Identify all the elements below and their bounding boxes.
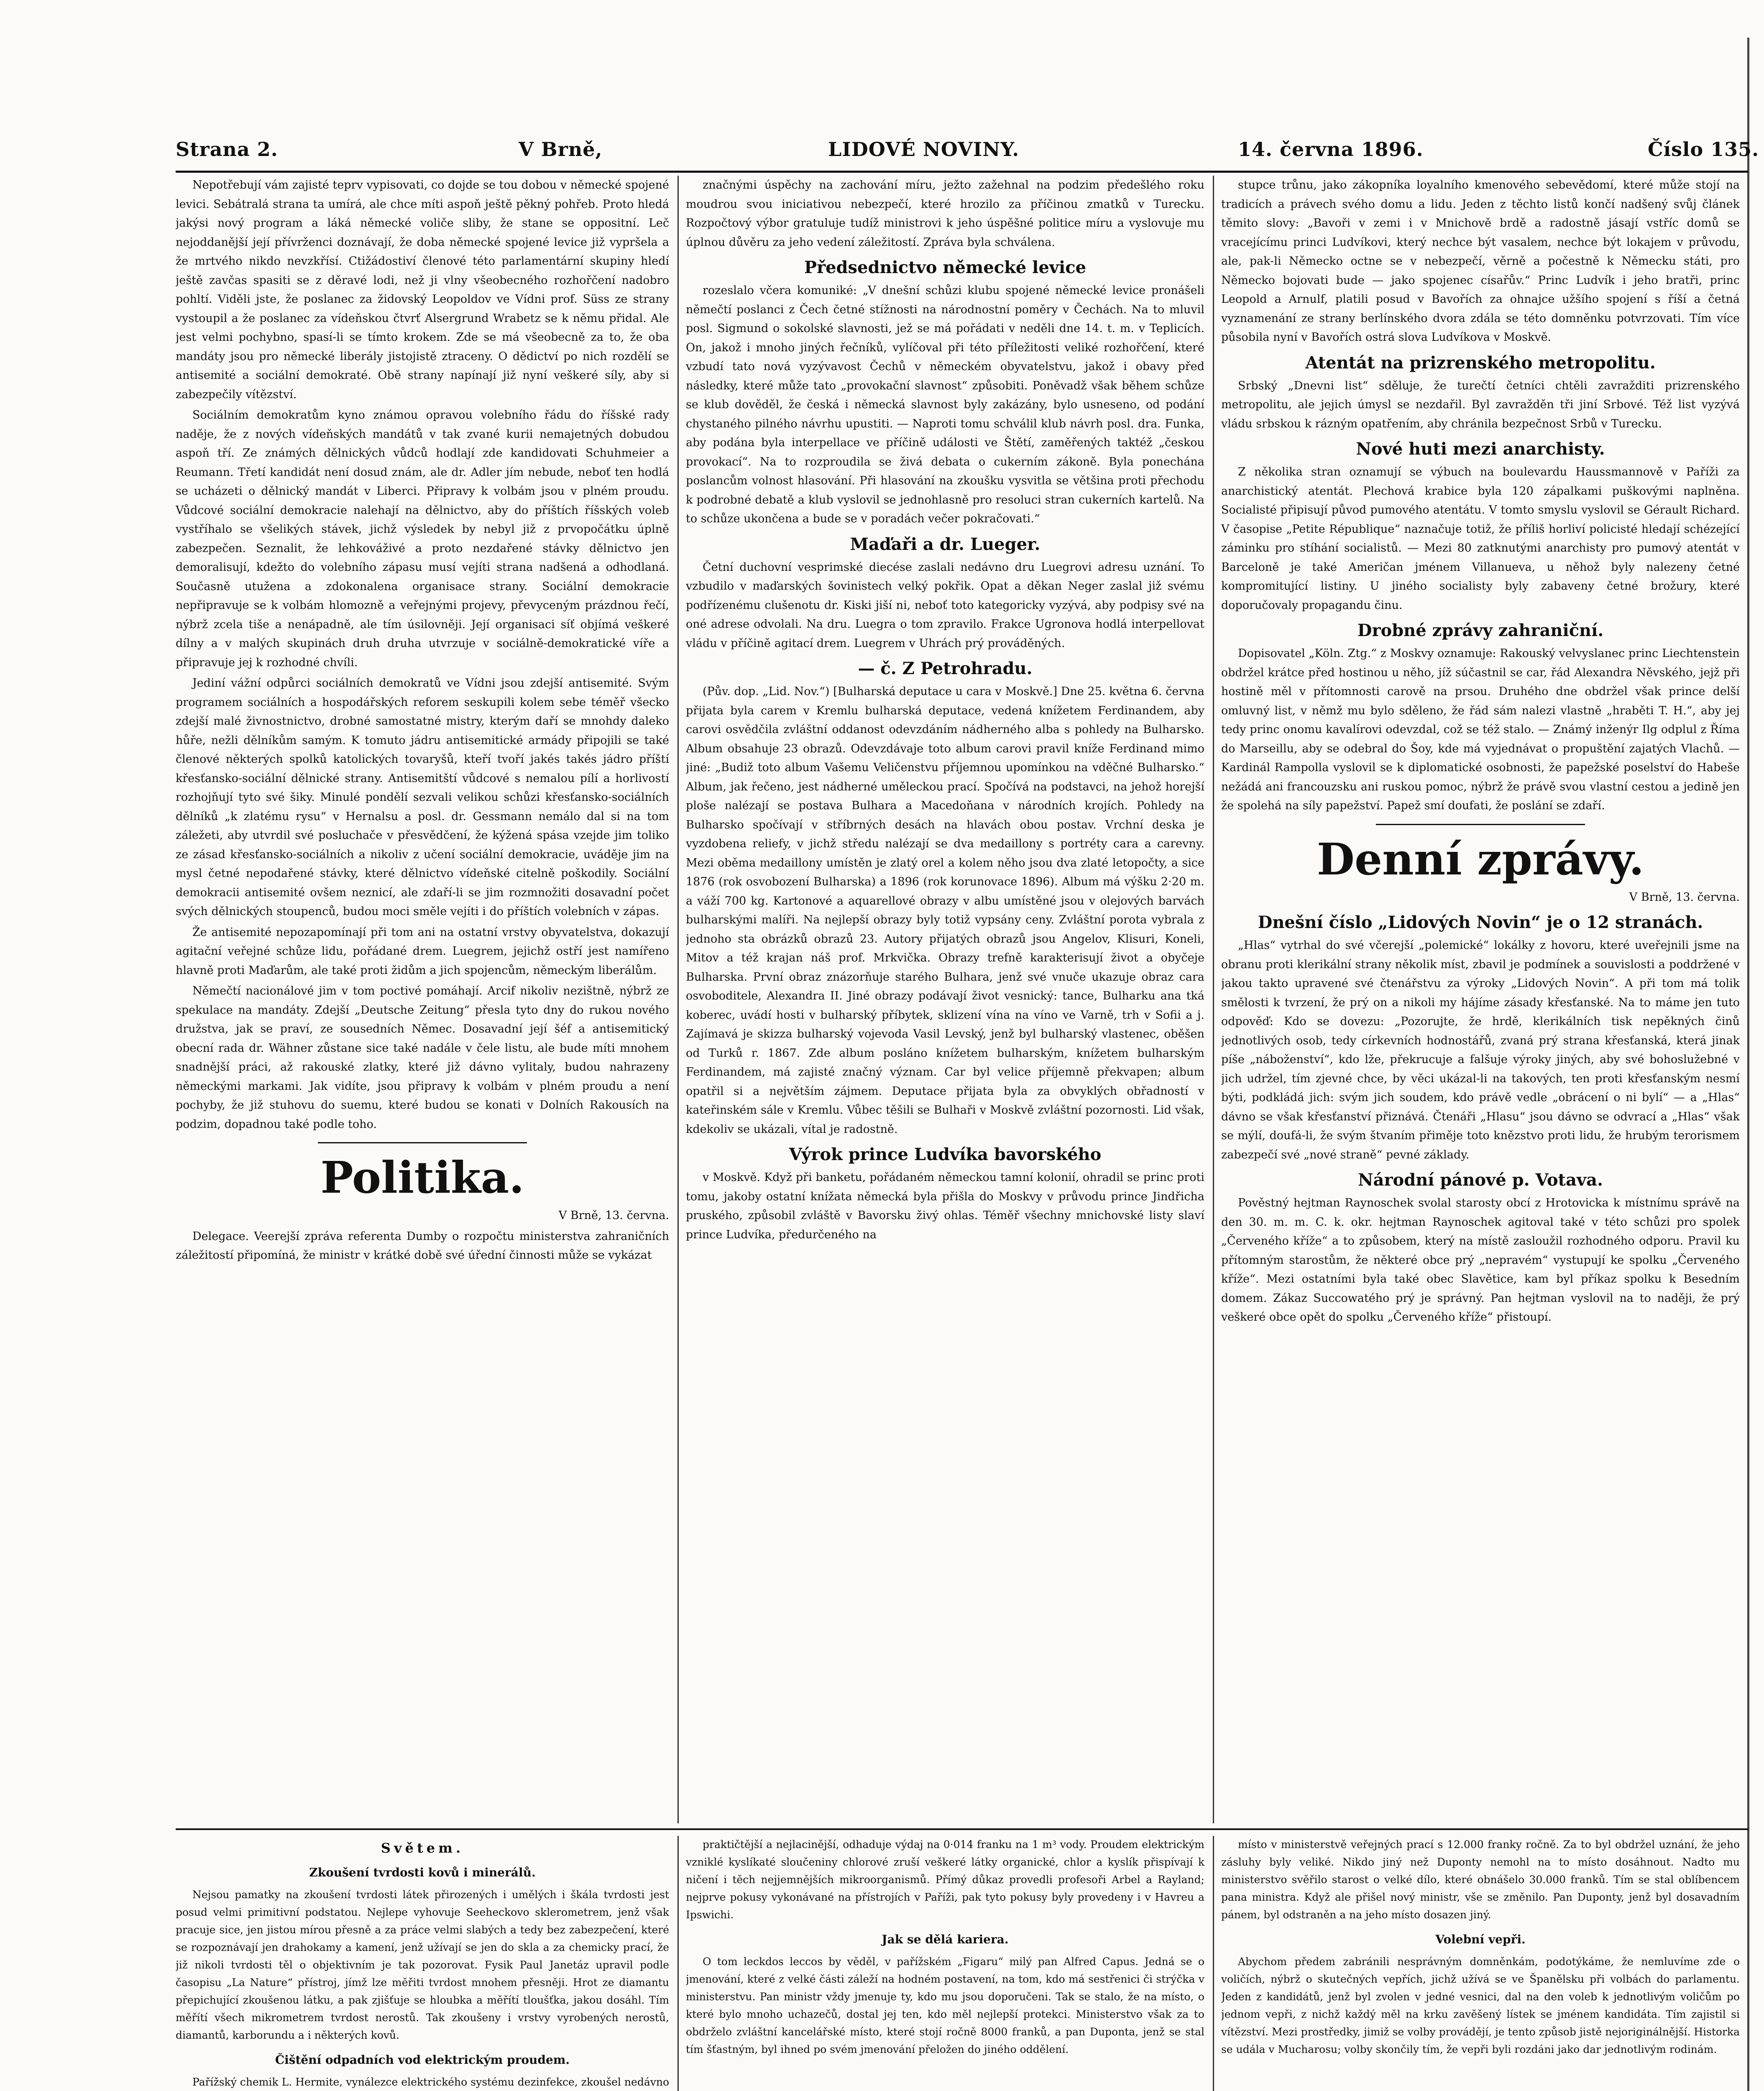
column-rule [677, 1836, 679, 2091]
issue-number: Číslo 135. [1648, 138, 1759, 161]
article-paragraph: Nejsou pamatky na zkoušení tvrdosti látek přirozených i umělých i škála tvrdosti jest posud velmi primitivní podstatou. Nejlepe vyhovuje Seeheckovo sklerometrem, jenž však pracuje sice, jen jistou mírou přesně a za práce velmi slabých a tedy bez zabezpečení, které se rozpoznávají jen drahokamy a kamení, jenž užívají se jen do skla a za chemicky prací, že již nikoli tvrdosti těl o objektivním je tak pozorovat. Fysik Paul Janetáz upravil podle časopisu „La Nature“ přístroj, jímž lze měřiti tvrdost mnohem přesněji. Hrot ze diamantu přepichující zkoušenou látku, a pak zjišťuje se hloubka a měřítí tloušťka, jakou dosáhl. Tím měřítí všech mikrometrem tvrdost nerostů. Tak zkoušeny i vrstvy vyrobených nerostů, diamantů, karborundu a i některých kovů. [176, 1889, 669, 2041]
section-heading-politika: Politika. [320, 1152, 524, 1203]
article-paragraph: Němečtí nacionálové jim v tom poctivé pomáhají. Arcif nikoliv nezištně, nýbrž ze spekulace na mandáty. Zdejší „Deutsche Zeitung“ přesla tyto dny do rukou nového družstva, jak se praví, ze sousedních Němec. Dosavadní její šéf a antisemitický obecní rada dr. Wähner zůstane sice také nadále v čele listu, ale bude míti mnohem snadnější práci, až rakouské zlatky, které již dávno vylitaly, budou nahrazeny německými markami. Jak vidíte, jsou připravy k volbám v plném proudu a není pochyby, že již stuhovu do suemu, které budou se konati v Dolních Rakousích na podzim, dopadnou také podle toho. [176, 984, 669, 1131]
article-paragraph: Z několika stran oznamují se výbuch na boulevardu Haussmannově v Paříži za anarchistický atentát. Plechová krabice byla 120 zápalkami puškovými naplněna. Socialisté připisují původ pumového atentátu. V tomto smyslu vyslovil se Gérault Richard. V časopise „Petite République“ naznačuje totiž, že příliš horliví policisté hledají schézející záminku pro stíhání socialistů. — Mezi 80 zatknutými anarchisty pro pumový atentát v Barceloně je také Američan jménem Villanueva, u něhož byly nalezeny četné kompromitující listiny. U jiného socialisty byly zabaveny četné brožury, které doporučovaly propagandu činu. [1221, 465, 1740, 612]
article-paragraph: O tom leckdos leccos by věděl, v pařížském „Figaru“ milý pan Alfred Capus. Jedná se o jmenování, které z velké části záleží na hodném postavení, na tom, kdo má sestřenici či strýčka v ministerstvu. Pan ministr vždy jmenuje ty, kdo mu jsou doporučeni. Tak se stalo, že na místo, o které bylo mnoho uchazečů, dostal jej ten, kdo měl nejlepší protekci. Ministerstvo však za to obdrželo zvláštní kancelářské místo, které stojí ročně 8000 franků, a pan Duponta, jenž se stal tím šťastným, byl ihned po svém jmenování přeložen do jiného oddělení. [686, 1956, 1204, 2055]
svetem-column-1 [176, 1836, 669, 2091]
header-rule [176, 171, 1748, 173]
article-title: Maďaři a dr. Lueger. [850, 534, 1041, 554]
article-title: Národní pánové p. Votava. [1358, 1170, 1603, 1190]
page-number: Strana 2. [176, 138, 278, 161]
section-heading-denni-zpravy: Denní zprávy. [1317, 833, 1644, 885]
article-paragraph: „Hlas“ vytrhal do své včerejší „polemické“ lokálky z hovoru, které uveřejnili jsme na obranu proti klerikální strany několik míst, zbavil je podmínek a souvislosti a poddržené v jakou takto upravené své čtenářstvu za výroky „Lidových Novin“. A při tom má tolik smělosti k tvrzení, že prý on a nikoli my hájíme zásady křesťanské. Na to máme jen tuto odpověď: Kdo se dovezu: „Pozorujte, že hrdě, klerikálních tisk nepěkných činů jednotlivých osob, tedy církevních hodnostářů, zvaná prý strana křesťanská, která jinak píše „náboženství“, kdo lže, překrucuje a falšuje výroky jiných, aby své bohoslužebné v jich udržel, tím zjevné chce, by věci ukázal-li na takových, ten proti křesťanským nesmí býti, podkládá jich: svým jich soudem, kdo právě vedle „obrácení o ni bylí“ — a „Hlas“ dávno se však křesťanství přiznává. Čtenáři „Hlasu“ jsou dávno se odvrací a „Hlas“ však se mýlí, doufá-li, že svým štvaním přiměje toto knězstvo proti lidu, že hrubým terorismem zabezpečí své „nové straně“ pevné základy. [1221, 939, 1740, 1161]
article-paragraph: praktičtější a nejlacinější, odhaduje výdaj na 0·014 franku na 1 m³ vody. Proudem elektrickým vzniklé kyslíkaté sloučeniny chlorové zruší veškeré látky organické, chlor a kyslík přispívají k ničení i těch nejjemnějších mikroorganismů. Přímý důkaz provedli profesoři Arbel a Rayland; nejprve pokusy vykonávané na přístrojích v Paříži, pak tyto pokusy byly provedeny i v Havreu a Ipswichi. [686, 1838, 1204, 1921]
article-paragraph: stupce trůnu, jako zákopníka loyalního kmenového sebevědomí, které může stojí na tradicích a právech svého domu a lidu. Jeden z těchto listů končí nadšený svůj článek těmito slovy: „Bavoři v zemi i v Mnichově brdě a radostně jásají vstříc domů se vracejícímu princi Ludvíkovi, který nechce být vasalem, nechce být lokajem v průvodu, ale, pak-li Německo octne se v nebezpečí, věrně a počestně k Německu státi, pro Německo bojovati bude — jako spojenec císařův.“ Princ Ludvík i jeho bratři, princ Leopold a Arnulf, platili posud v Bavořích za ohnajce užšího spojení s říší a četná vyznamenání ze strany berlínského dvora zdála se této domněnku potvrzovati. Tím více působila nyní v Bavořích ostrá slova Ludvíkova v Moskvě. [1221, 179, 1740, 344]
section-dateline: V Brně, 13. června. [558, 1209, 669, 1222]
article-paragraph: Abychom předem zabránili nesprávným domněnkám, podotýkáme, že nemluvíme zde o voličích, nýbrž o skutečných vepřích, jichž užívá se ve Španělsku při volbách do parlamentu. Jeden z kandidátů, jenž byl zvolen v jedné vesnici, dal na den voleb k jednotlivým voličům po jednom vepři, z nichž každý měl na krku zavěšený lístek se jménem kandidáta. Tím zajistil si vítězství. Mezi prostředky, jimiž se volby provádějí, je tento způsob jistě nejoriginálnější. Historka se udála v Mucharosu; volby skončily tím, že vepři byli rozdáni jako dar jednotlivým rodinám. [1221, 1956, 1740, 2055]
column-rule [1213, 1836, 1214, 2091]
article-paragraph: Jediní vážní odpůrci sociálních demokratů ve Vídni jsou zdejší antisemité. Svým programem sociálních a hospodářských reforem seskupili kolem sebe téměř všecko zdejší malé živnostnictvo, drobné samostatné mistry, kterým daří se mnohdy daleko hůře, nežli dělníkům samým. K tomuto jádru antisemitické armády připojili se také členové některých spolků katolických tovaryšů, kteří tvoří jakés takés jádro příští křesťansko-sociální dělnické strany. Antisemitští vůdcové s nemalou pílí a horlivostí rozhojňují tyto své šiky. Minulé pondělí sezvali velikou schůzi křesťansko-sociálních dělníků „k zlatému rysu“ v Hernalsu a posl. dr. Gessmann nemálo dal si na tom záležeti, aby utvrdil své posluchače v přesvědčení, že kýžená spása vzejde jim toliko ze zásad křesťansko-sociálních a nikoliv z učení sociální demokracie, uváděje jim na mysl četné nepodařené stávky, které dělnictvo vídeňské citelně poškodily. Sociální demokracii antisemité ovšem neznicí, ale zdaří-li se jim rozmnožiti dosavadní počet svých dělnických stoupenců, budou moci směle vejíti i do příštích volebních v zápas. [176, 677, 669, 918]
article-title: Předsednictvo německé levice [804, 258, 1087, 277]
article-paragraph: Nepotřebují vám zajisté teprv vypisovati, co dojde se tou dobou v německé spojené levici. Sebátralá strana ta umírá, ale chce míti aspoň ještě pěkný pohřeb. Proto hledá jakýsi nový program a láká německé voliče sliby, že stane se oppositní. Leč nejoddanější její přívrženci doznávají, že doba německé spojené levice již vypršela a že mrtvého nikdo nevzkřísí. Ctižádostiví členové této parlamentární skupiny hledí ještě zavčas spasiti se z děravé lodi, než ji vlny všeobecného rozhořčení nadobro pohltí. Viděli jste, že poslanec za židovský Leopoldov ve Vídni prof. Süss ze strany vystoupil a že poslanec za vídeňskou čtvrť Alsergrund Wrabetz se k němu přidal. Ale jest velmi pochybno, spasí-li se tímto krokem. Zde se má všeobecně za to, že oba mandáty jsou pro německé liberály jistojistě ztraceny. O dědictví po nich rozdělí se antisemité a sociální demokraté. Obě strany napínají již nyní veškeré síly, aby si zabezpečily vítězství. [176, 179, 669, 401]
article-paragraph: značnými úspěchy na zachování míru, ježto zažehnal na podzim předešlého roku moudrou svou iniciativou nebezpečí, které hrozilo za příčinou zmatků v Turecku. Rozpočtový výbor gratuluje tudíž ministrovi k jeho úspěšné politice míru a vyslovuje mu úplnou důvěru za jeho vedení záležitostí. Zpráva byla schválena. [686, 179, 1204, 249]
column-rule [677, 176, 679, 1823]
article-paragraph: Že antisemité nepozapomínají při tom ani na ostatní vrstvy obyvatelstva, dokazují agitační veřejné schůze lidu, pořádané drem. Luegrem, jejichž ostří jest namířeno hlavně proti Maďarům, ale také proti židům a jich spojencům, německým liberálům. [176, 925, 669, 977]
article-paragraph: Pověstný hejtman Raynoschek svolal starosty obcí z Hrotovicka k místnímu správě na den 30. m. m. C. k. okr. hejtman Raynoschek agitoval také v této schůzi pro spolek „Červeného kříže“ a to způsobem, který na místě zasloužil rozhodného odporu. Pravil ku přítomným starostům, že některé obce prý „nepravém“ vystupují ke spolku „Červeného kříže“. Mezi ostatními byla také obec Slavětice, kam byl příkaz spolku k Besedním domem. Zákaz Succowatého prý je správný. Pan hejtman vyslovil na to naději, že prý veškeré obce opět do spolku „Červeného kříže“ přistoupí. [1221, 1196, 1740, 1324]
article-paragraph: Pařížský chemik L. Hermite, vynálezce elektrického systému dezinfekce, zkoušel nedávno [192, 2076, 669, 2088]
article-paragraph: Četní duchovní vesprimské diecése zaslali nedávno dru Luegrovi adresu uznání. To vzbudilo v maďarských šovinistech velký pokřik. Opat a děkan Neger zaslal již svému podřízenému clušenotu dr. Kiski jiší ni, neboť toto kategoricky vyzývá, aby podpisy své na oné adrese odvolali. Na dru. Luegra o tom zpravilo. Frakce Ugronova hodlá interpellovat vládu v příčině agitací drem. Luegrem v Uhrách prý prováděných. [686, 560, 1204, 650]
svetem-column-3 [1221, 1836, 1740, 2091]
article-title: Výrok prince Ludvíka bavorského [789, 1145, 1102, 1164]
section-divider [1376, 824, 1585, 825]
section-heading-svetem: Světem. [381, 1840, 464, 1856]
section-dateline: V Brně, 13. června. [1629, 890, 1740, 904]
article-title: — č. Z Petrohradu. [858, 659, 1033, 678]
page-edge-rule [1747, 38, 1749, 2091]
article-title: Drobné zprávy zahraniční. [1357, 621, 1604, 640]
article-title: Nové huti mezi anarchisty. [1356, 439, 1605, 459]
column-2 [686, 176, 1204, 1823]
feuilleton-rule [176, 1828, 1748, 1830]
article-title: Čištění odpadních vod elektrickým proudem. [275, 2053, 570, 2067]
article-title: Volební vepři. [1435, 1933, 1526, 1946]
dateline-place: V Brně, [519, 138, 603, 161]
article-paragraph: Dopisovatel „Köln. Ztg.“ z Moskvy oznamuje: Rakouský velvyslanec princ Liechtenstein obdržel krátce před hostinou u něho, jíž súčastnil se car, řád Alexandra Něvského, jejž při hostině měl v přítomnosti carově na prsou. Druhého dne obdržel však prince delší omluvný list, v němž mu bylo sděleno, že řád sám nalezi vlastně „hraběti T. H.“, aby jej tedy princ onomu kavalírovi odevzdal, což se též stalo. — Známý inženýr Ilg odplul z Říma do Marseillu, aby se odebral do Šoy, kde má vyjednávat o propuštění zajatých Vlachů. — Kardinál Rampolla vyslovil se k diplomatické osobnosti, že papežské poselství do Habeše nežádá ani francouzsku ani ruskou pomoc, nýbrž že právě svou vlastní cestou a jedině jen že spolehá na síly papežství. Papež smí doufati, že poslání se zdaří. [1221, 647, 1740, 812]
column-3 [1221, 176, 1740, 1823]
article-title: Zkoušení tvrdosti kovů i minerálů. [309, 1866, 536, 1879]
column-rule [1213, 176, 1214, 1823]
article-paragraph: v Moskvě. Když při banketu, pořádaném německou tamní kolonií, ohradil se princ proti tomu, jakoby ostatní knížata německá byla přišla do Moskvy v průvodu prince Jindřicha pruského, způsobil zvláště v Bavorsku živý ohlas. Téměř všechny mnichovské listy slaví prince Ludvíka, předurčeného na [686, 1171, 1204, 1241]
article-title: Jak se dělá kariera. [882, 1933, 1009, 1946]
article-paragraph: (Pův. dop. „Lid. Nov.“) [Bulharská deputace u cara v Moskvě.] Dne 25. května 6. června přijata byla carem v Kremlu bulharská deputace, vedená knížetem Ferdinandem, aby carovi osvědčila zvláštní oddanost odevzdáním nádherného alba s pohledy na Bulharsko. Album obsahuje 23 obrazů. Odevzdávaje toto album carovi pravil kníže Ferdinand mimo jiné: „Budiž toto album Vašemu Veličenstvu příjemnou upomínkou na vděčné Bulharsko.“ Album, jak řečeno, jest nádherné uměleckou prací. Spočívá na podstavci, na jehož horejší ploše nalézají se postava Bulhara a Macedoňana v národních krojích. Pohledy na Bulharsko spočívají v stříbrných desách na hlavách obou postav. Vrchní deska je vyzdobena reliefy, v jichž středu nalézají se dva medaillony s portréty cara a carevny. Mezi oběma medaillony umístěn je zlatý orel a kolem něho jsou dva zlaté letopočty, a sice 1876 (rok osvobození Bulharska) a 1896 (rok korunovace 1896). Album má výšku 2·20 m. a váží 700 kg. Kartonové a aquarellové obrazy v albu umístěné jsou v olejových barvách bulharskými malíři. Na nejlepší obrazy byly totiž vypsány ceny. Zvláštní porota vybrala z jednoho sta obrázků obrazů 23. Autory přijatých obrazů jsou Angelov, Klisuri, Koneli, Mitov a též krajan náš prof. Mrkvička. Obrazy trefně karakterisují život a obyčeje Bulharska. První obraz znázorňuje starého Bulhara, jenž své vnuče ukazuje obraz cara osvoboditele, Alexandra II. Jiné obrazy podávají život vesnický: tance, Bulharku ana tká koberec, uvádí hosti v bulharský příbytek, sklizení vína na víno ve Varně, trh v Sofii a j. Zajímavá je skizza bulharský vojevoda Vasil Levský, jenž byl bulharský vlastenec, oběšen od Turků r. 1867. Zde album posláno knížetem bulharským, knížetem bulharským Ferdinandem, má zajisté značný význam. Car byl velice příjemně překvapen; album opatřil si a největším zájmem. Deputace přijata byla za obvyklých obřadností v kateřinském sále v Kremlu. Vůbec těšili se Bulhaři v Moskvě zvláštní pozornosti. Lid však, kdekoliv se ukázali, vítal je radostně. [686, 685, 1204, 1136]
page-header [176, 138, 1761, 171]
masthead-title: LIDOVÉ NOVINY. [828, 138, 1020, 161]
section-divider [318, 1142, 527, 1143]
column-1 [176, 176, 669, 1823]
article-paragraph: rozeslalo včera komuniké: „V dnešní schůzi klubu spojené německé levice pronášeli němečtí poslanci z Čech četné stížnosti na národnostní poměry v Čechách. Na to mluvil posl. Sigmund o sokolské slavnosti, jež se má pořádati v neděli dne 14. t. m. v Teplicích. On, jakož i mnoho jiných řečníků, vylíčoval při této příležitosti veliké rozhořčení, které vzbudí tato nová vyzývavost Čechů v německém obyvatelstvu, jakož i obavy před následky, které může tato „provokační slavnost“ způsobiti. Poněvadž však během schůze se klub dověděl, že česká i německá slavnost byly zakázány, bylo usneseno, od podání chystaného pilného návrhu upustiti. — Naproti tomu schválil klub návrh posl. dra. Funka, aby podána byla interpellace ve příčině události ve Štětí, zaměřených taktéž „českou provokací“. Na to rozproudila se živá debata o cukerním zákoně. Byla ponechána poslancům volnost hlasování. Při hlasování na zkoušku vysvitla se většina proti přechodu k podrobné debatě a klub vyslovil se jednohlasně pro resoluci stran cukerních kartelů. Na to schůze ukončena a bude se v poradách večer pokračovati.“ [686, 284, 1204, 525]
issue-date: 14. června 1896. [1238, 138, 1424, 161]
article-paragraph: Delegace. Veerejší zpráva referenta Dumby o rozpočtu ministerstva zahraničních záležitostí připomíná, že ministr v krátké době své úřední činnosti může se vykázat [176, 1230, 669, 1262]
article-title: Dnešní číslo „Lidových Novin“ je o 12 stranách. [1258, 913, 1703, 932]
article-title: Atentát na prizrenského metropolitu. [1305, 353, 1656, 373]
svetem-column-2 [686, 1836, 1204, 2091]
article-paragraph: Sociálním demokratům kyno známou opravou volebního řádu do říšské rady naděje, že z nových vídeňských mandátů v tak zvané kurii nemajetných dobudou aspoň tří. Ze známých dělnických vůdců hodlají zde kandidovati Schuhmeier a Reumann. Třetí kandidát není dosud znám, ale dr. Adler jím nebude, neboť ten hodlá se ucházeti o dělnický mandát v Liberci. Připravy k volbám jsou v plném proudu. Vůdcové sociální demokracie nalehají na dělnictvo, aby do příštích říšských voleb vystříhalo se všelikých stávek, jichž výsledek by nebyl již z prvopočátku úplně zabezpečen. Seznalit, že lehkováživé a proto nezdařené stávky dělnictvo jen demoralisují, kdežto do volebního zápasu musí vejíti strana nadšená a odhodlaná. Současně utužena a zdokonalena organisace strany. Sociální demokracie nepřipravuje se k volbám hlomozně a veřejnými projevy, převyceným prázdnou řečí, nýbrž zcela tiše a nenápadně, ale tím úsilovněji. Její organisaci síť objímá veškeré dílny a v malých skupinách druh druha utvrzuje v sociálně-demokratické víře a připravuje jej k rozhodné chvíli. [176, 409, 669, 669]
article-paragraph: Srbský „Dnevni list“ sděluje, že turečtí četníci chtěli zavražditi prizrenského metropolitu, ale jejich úmysl se nezdařil. Byl zavražděn tři jiní Srbové. Též list vyzývá vládu srbskou k rázným opatřením, aby chránila bezpečnost Srbů v Turecku. [1221, 379, 1740, 430]
article-paragraph: místo v ministerstvě veřejných prací s 12.000 franky ročně. Za to byl obdržel uznání, že jeho zásluhy byly veliké. Nikdo jiný než Duponty nemohl na to místo dosáhnout. Nadto mu ministerstvo svěřilo starost o velké dílo, které obnášelo 30.000 franků. Tím se stal oblíbencem pana ministra. Když ale přišel nový ministr, vše se změnilo. Pan Duponty, jenž byl dosavadním pánem, byl odstraněn a na jeho místo dosazen jiný. [1221, 1838, 1740, 1921]
